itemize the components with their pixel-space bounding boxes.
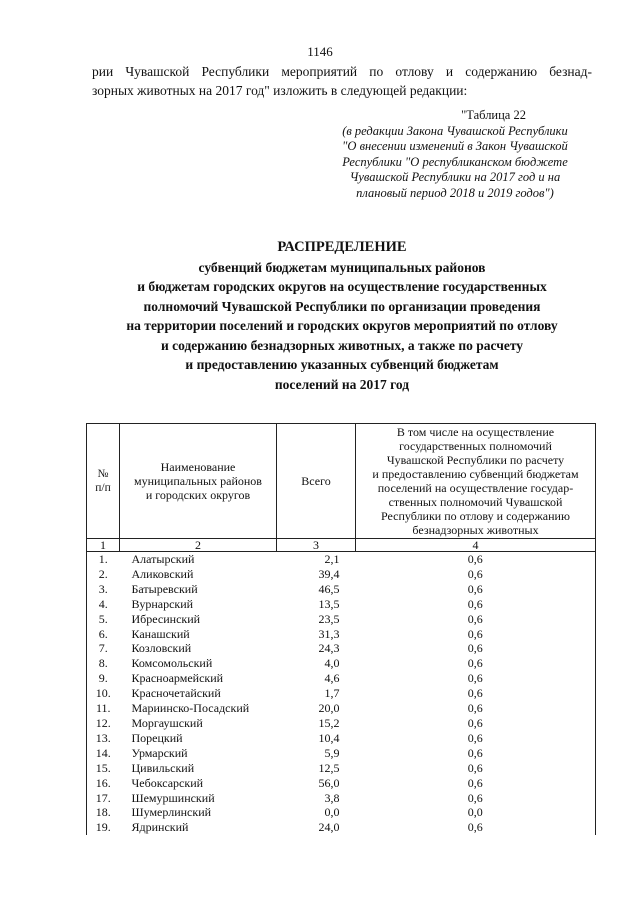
including-value: 0,6 <box>356 612 596 627</box>
table-row <box>87 701 596 716</box>
including-value: 0,6 <box>356 552 596 567</box>
total-value: 24,0 <box>318 820 340 835</box>
table-row <box>87 671 596 686</box>
district-name: Цивильский <box>131 760 195 775</box>
row-number: 3. <box>87 582 120 597</box>
heading-line: и содержанию безнадзорных животных, а также по расчету <box>160 337 524 353</box>
row-number: 9. <box>87 671 120 686</box>
row-number: 18. <box>87 805 120 820</box>
column-number-row <box>87 539 596 552</box>
district-name: Вурнарский <box>131 596 194 611</box>
table-note <box>318 108 592 201</box>
total-value: 56,0 <box>318 775 340 790</box>
total-value: 10,4 <box>318 730 340 745</box>
total-value: 20,0 <box>318 701 340 716</box>
total-value: 3,8 <box>324 790 340 805</box>
district-name: Порецкий <box>131 730 183 745</box>
district-name: Шумерлинский <box>131 805 212 820</box>
including-value: 0,6 <box>356 627 596 642</box>
district-name: Алатырский <box>131 552 195 566</box>
table-row <box>87 597 596 612</box>
total-value: 2,1 <box>324 552 340 566</box>
table-row <box>87 776 596 791</box>
table-row <box>87 612 596 627</box>
row-number: 11. <box>87 701 120 716</box>
row-number: 6. <box>87 627 120 642</box>
row-number: 19. <box>87 820 120 835</box>
including-value: 0,0 <box>356 805 596 820</box>
including-value: 0,6 <box>356 820 596 835</box>
row-number: 8. <box>87 656 120 671</box>
row-number: 4. <box>87 597 120 612</box>
district-name: Урмарский <box>131 745 188 760</box>
document-heading <box>92 238 592 394</box>
table-row <box>87 791 596 806</box>
district-name: Ядринский <box>131 820 189 835</box>
including-value: 0,6 <box>356 731 596 746</box>
table-note-title: "Таблица 22 <box>461 108 526 122</box>
including-value: 0,6 <box>356 701 596 716</box>
table-row <box>87 716 596 731</box>
table-row <box>87 805 596 820</box>
district-name: Комсомольский <box>131 656 213 671</box>
district-name: Мариинско-Посадский <box>131 701 250 716</box>
total-value: 12,5 <box>318 760 340 775</box>
heading-line: и предоставлению указанных субвенций бюджетам <box>185 357 499 372</box>
heading-title: РАСПРЕДЕЛЕНИЕ <box>277 239 407 255</box>
including-value: 0,6 <box>356 776 596 791</box>
row-number: 5. <box>87 612 120 627</box>
row-number: 17. <box>87 791 120 806</box>
total-value: 46,5 <box>318 581 340 596</box>
table-header-row <box>87 424 596 539</box>
col-header-number: № п/п <box>87 424 120 539</box>
including-value: 0,6 <box>356 582 596 597</box>
row-number: 13. <box>87 731 120 746</box>
col-header-name: Наименование муниципальных районов и городских округов <box>120 424 277 539</box>
table-row <box>87 731 596 746</box>
total-value: 5,9 <box>324 745 340 760</box>
including-value: 0,6 <box>356 761 596 776</box>
including-value: 0,6 <box>356 686 596 701</box>
heading-line: полномочий Чувашской Республики по организации проведения <box>143 298 541 314</box>
including-value: 0,6 <box>356 791 596 806</box>
including-value: 0,6 <box>356 567 596 582</box>
table-row <box>87 567 596 582</box>
table-note-line: "О внесении изменений в Закон Чувашской <box>342 139 568 153</box>
row-number: 15. <box>87 761 120 776</box>
table-note-line: Чувашской Республики на 2017 год и на <box>349 170 561 184</box>
total-value: 4,6 <box>324 671 340 686</box>
table-row <box>87 656 596 671</box>
intro-paragraph <box>92 62 592 100</box>
column-number: 1 <box>87 539 120 552</box>
row-number: 2. <box>87 567 120 582</box>
total-value: 13,5 <box>318 596 340 611</box>
district-name: Аликовский <box>131 566 194 581</box>
table-row <box>87 552 596 567</box>
district-name: Канашский <box>131 626 190 641</box>
page-number: 1146 <box>307 44 333 59</box>
table-row <box>87 761 596 776</box>
table-row <box>87 641 596 656</box>
district-name: Моргаушский <box>131 715 203 730</box>
total-value: 23,5 <box>318 611 340 626</box>
table-row <box>87 582 596 597</box>
including-value: 0,6 <box>356 656 596 671</box>
row-number: 7. <box>87 641 120 656</box>
including-value: 0,6 <box>356 671 596 686</box>
table-row <box>87 627 596 642</box>
total-value: 39,4 <box>318 566 340 581</box>
total-value: 15,2 <box>318 715 340 730</box>
row-number: 12. <box>87 716 120 731</box>
column-number: 2 <box>120 539 277 552</box>
table-note-line: Республики "О республиканском бюджете <box>342 154 568 169</box>
table-note-line: плановый период 2018 и 2019 годов") <box>356 185 554 200</box>
district-name: Чебоксарский <box>131 775 204 790</box>
table-note-line: (в редакции Закона Чувашской Республики <box>342 123 568 138</box>
district-name: Шемуршинский <box>131 790 215 805</box>
including-value: 0,6 <box>356 716 596 731</box>
column-number: 4 <box>356 539 596 552</box>
district-name: Ибресинский <box>131 611 201 626</box>
subsidy-table <box>86 423 596 835</box>
heading-line: субвенций бюджетам муниципальных районов <box>198 259 486 275</box>
col-header-total: Всего <box>277 424 356 539</box>
including-value: 0,6 <box>356 597 596 612</box>
column-number: 3 <box>277 539 356 552</box>
table-row <box>87 686 596 701</box>
total-value: 31,3 <box>318 626 340 641</box>
total-value: 4,0 <box>324 656 340 671</box>
intro-line: рии Чувашской Республики мероприятий по отлову и содержанию безнад- <box>92 64 592 79</box>
total-value: 0,0 <box>324 805 340 820</box>
total-value: 24,3 <box>318 641 340 656</box>
row-number: 1. <box>87 552 120 567</box>
heading-line: на территории поселений и городских округов мероприятий по отлову <box>126 318 558 333</box>
including-value: 0,6 <box>356 746 596 761</box>
intro-line: зорных животных на 2017 год" изложить в следующей редакции: <box>92 83 468 98</box>
row-number: 10. <box>87 686 120 701</box>
district-name: Козловский <box>131 641 192 656</box>
district-name: Красночетайский <box>131 686 221 701</box>
col-header-including: В том числе на осуществление государственных полномочий Чувашской Республики по расчету и предоставлению субвенций бюджетам поселений на осуществление государ- ственных полномочий Чувашской Республики по отлову и содержанию безнадзорных животных <box>356 424 596 539</box>
row-number: 16. <box>87 776 120 791</box>
including-value: 0,6 <box>356 641 596 656</box>
total-value: 1,7 <box>324 686 340 701</box>
district-name: Батыревский <box>131 581 198 596</box>
district-name: Красноармейский <box>131 671 224 686</box>
heading-line: поселений на 2017 год <box>274 376 410 392</box>
heading-line: и бюджетам городских округов на осуществление государственных <box>137 279 547 294</box>
table-row <box>87 820 596 835</box>
row-number: 14. <box>87 746 120 761</box>
table-row <box>87 746 596 761</box>
